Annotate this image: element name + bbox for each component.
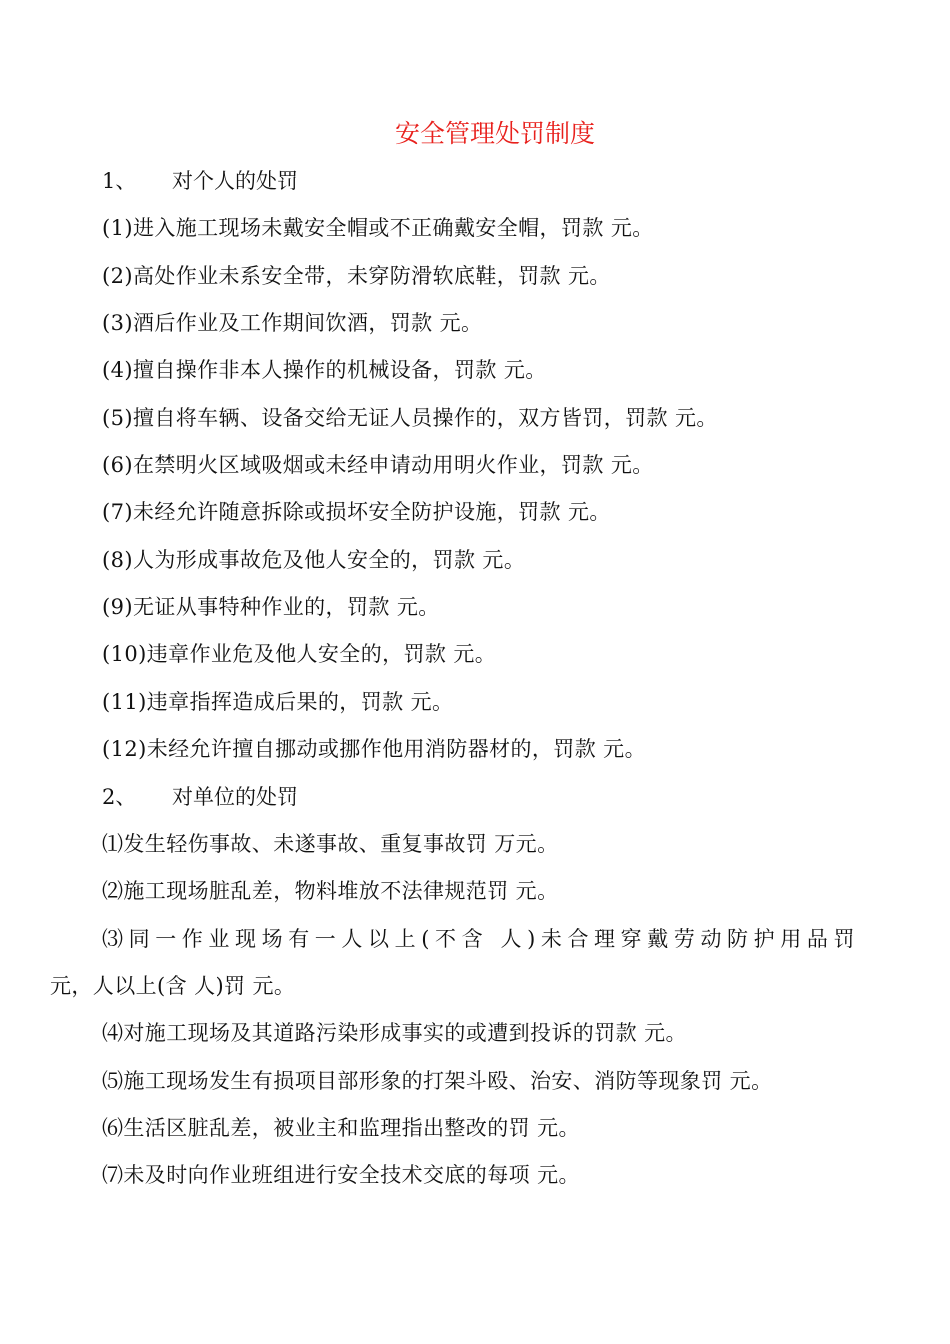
list-item: (2)高处作业未系安全带，未穿防滑软底鞋，罚款 元。 bbox=[102, 264, 611, 288]
list-item: (1)进入施工现场未戴安全帽或不正确戴安全帽，罚款 元。 bbox=[102, 216, 654, 240]
list-item: ⑺未及时向作业班组进行安全技术交底的每项 元。 bbox=[102, 1163, 580, 1187]
list-item: (8)人为形成事故危及他人安全的，罚款 元。 bbox=[102, 548, 526, 572]
list-item-continuation: 元，人以上(含 人)罚 元。 bbox=[50, 974, 296, 998]
section-heading-text: 对单位的处罚 bbox=[172, 785, 298, 809]
section-2-heading bbox=[102, 782, 298, 812]
section-1-heading bbox=[102, 166, 298, 196]
section-heading-text: 对个人的处罚 bbox=[172, 169, 298, 193]
list-item: (12)未经允许擅自挪动或挪作他用消防器材的，罚款 元。 bbox=[102, 737, 646, 761]
list-item: ⑹生活区脏乱差，被业主和监理指出整改的罚 元。 bbox=[102, 1116, 580, 1140]
list-item: (9)无证从事特种作业的，罚款 元。 bbox=[102, 595, 440, 619]
list-item: (5)擅自将车辆、设备交给无证人员操作的，双方皆罚，罚款 元。 bbox=[102, 406, 718, 430]
list-item: ⑷对施工现场及其道路污染形成事实的或遭到投诉的罚款 元。 bbox=[102, 1021, 687, 1045]
list-item: ⑴发生轻伤事故、未遂事故、重复事故罚 万元。 bbox=[102, 832, 559, 856]
list-item: ⑶同一作业现场有一人以上(不含 人)未合理穿戴劳动防护用品罚 bbox=[102, 927, 861, 951]
list-item: (4)擅自操作非本人操作的机械设备，罚款 元。 bbox=[102, 358, 547, 382]
list-item: (11)违章指挥造成后果的，罚款 元。 bbox=[102, 690, 454, 714]
list-item: (6)在禁明火区域吸烟或未经申请动用明火作业，罚款 元。 bbox=[102, 453, 654, 477]
section-number: 1、 bbox=[102, 169, 137, 193]
list-item: ⑵施工现场脏乱差，物料堆放不法律规范罚 元。 bbox=[102, 879, 559, 903]
list-item: (10)违章作业危及他人安全的，罚款 元。 bbox=[102, 642, 497, 666]
document-title: 安全管理处罚制度 bbox=[394, 119, 595, 148]
list-item: (3)酒后作业及工作期间饮酒，罚款 元。 bbox=[102, 311, 483, 335]
list-item: (7)未经允许随意拆除或损坏安全防护设施，罚款 元。 bbox=[102, 500, 611, 524]
list-item: ⑸施工现场发生有损项目部形象的打架斗殴、治安、消防等现象罚 元。 bbox=[102, 1069, 773, 1093]
section-number: 2、 bbox=[102, 785, 137, 809]
